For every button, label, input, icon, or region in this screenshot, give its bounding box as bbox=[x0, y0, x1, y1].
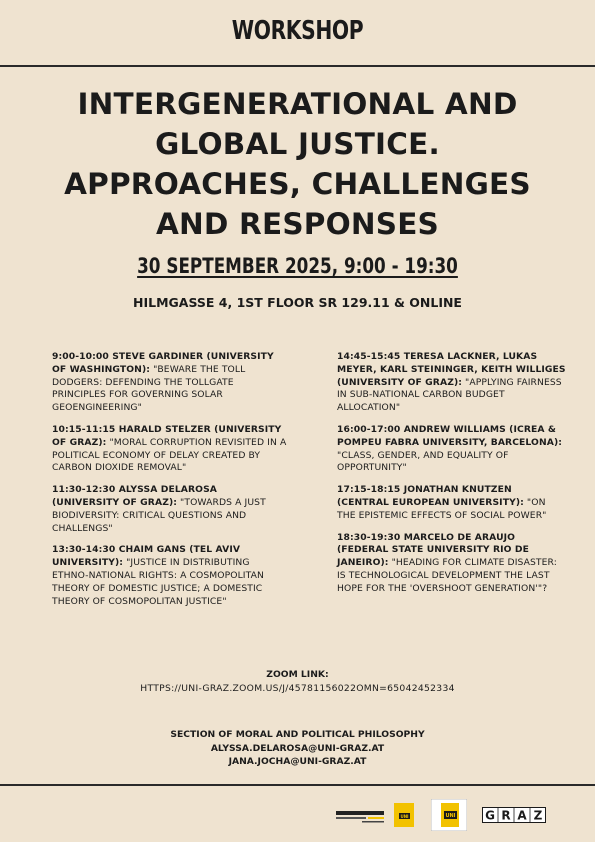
zoom-link[interactable]: HTTPS://UNI-GRAZ.ZOOM.US/J/45781156022OMN=65042452334 bbox=[140, 683, 455, 694]
speaker-info: 11:30-12:30 ALYSSA DELAROSA (UNIVERSITY OF GRAZ): bbox=[52, 484, 217, 508]
svg-text:G: G bbox=[485, 808, 495, 823]
title-line: INTERGENERATIONAL AND bbox=[77, 87, 518, 121]
schedule-right-column bbox=[337, 351, 567, 605]
speaker-info: 13:30-14:30 CHAIM GANS (TEL AVIV UNIVERSITY): bbox=[52, 544, 241, 569]
speaker-info: 18:30-19:30 MARCELO DE ARAUJO (FEDERAL STATE UNIVERSITY RIO DE JANEIRO): bbox=[337, 531, 529, 569]
email-link[interactable]: JANA.JOCHA@UNI-GRAZ.AT bbox=[228, 756, 367, 767]
graz-city-logo bbox=[482, 807, 546, 823]
talk-title: "APPLYING FAIRNESS IN SUB-NATIONAL CARBON BUDGET ALLOCATION" bbox=[337, 376, 562, 414]
schedule-entry bbox=[52, 424, 287, 475]
schedule-entry bbox=[337, 484, 567, 522]
schedule-entry bbox=[52, 544, 287, 608]
schedule-entry bbox=[337, 532, 567, 596]
speaker-info: 10:15-11:15 HARALD STELZER (UNIVERSITY OF GRAZ): bbox=[52, 423, 282, 448]
zoom-section bbox=[0, 668, 595, 696]
zoom-label: ZOOM LINK: bbox=[266, 669, 329, 680]
university-of-graz-logo-small bbox=[388, 803, 414, 827]
university-of-graz-logo bbox=[431, 799, 467, 831]
speaker-info: 9:00-10:00 STEVE GARDINER (UNIVERSITY OF WASHINGTON): bbox=[52, 351, 274, 375]
title-line: AND RESPONSES bbox=[155, 207, 440, 241]
talk-title: "HEADING FOR CLIMATE DISASTER: IS TECHNOLOGICAL DEVELOPMENT THE LAST HOPE FOR THE 'OVERSHOOT GENERATION'"? bbox=[337, 557, 557, 594]
top-divider bbox=[0, 65, 595, 67]
talk-title: "CLASS, GENDER, AND EQUALITY OF OPPORTUNITY" bbox=[337, 449, 509, 474]
event-venue: HILMGASSE 4, 1ST FLOOR SR 129.11 & ONLINE bbox=[133, 295, 462, 310]
svg-text:A: A bbox=[517, 808, 527, 823]
schedule-left-column bbox=[52, 351, 287, 617]
event-title bbox=[30, 84, 565, 244]
schedule-entry bbox=[337, 351, 567, 415]
talk-title: "BEWARE THE TOLL DODGERS: DEFENDING THE TOLLGATE PRINCIPLES FOR GOVERNING SOLAR GEOENGINEERING" bbox=[52, 363, 246, 414]
talk-title: "JUSTICE IN DISTRIBUTING ETHNO-NATIONAL RIGHTS: A COSMOPOLITAN THEORY OF DOMESTIC JUSTICE; A DOMESTIC THEORY OF COSMOPOLITAN JUSTICE" bbox=[52, 557, 264, 607]
schedule-entry bbox=[52, 484, 287, 535]
schedule-entry bbox=[52, 351, 287, 415]
section-name: SECTION OF MORAL AND POLITICAL PHILOSOPHY bbox=[170, 729, 425, 740]
svg-text:Z: Z bbox=[533, 808, 543, 823]
email-link[interactable]: ALYSSA.DELAROSA@UNI-GRAZ.AT bbox=[210, 742, 385, 754]
climate-change-centre-logo bbox=[336, 808, 384, 824]
talk-title: "MORAL CORRUPTION REVISITED IN A POLITICAL ECONOMY OF DELAY CREATED BY CARBON DIOXIDE REMOVAL" bbox=[52, 436, 287, 474]
event-date-text: 30 SEPTEMBER 2025, 9:00 - 19:30 bbox=[137, 254, 458, 278]
svg-text:R: R bbox=[501, 808, 511, 823]
workshop-label: WORKSHOP bbox=[231, 16, 364, 46]
title-line: GLOBAL JUSTICE. bbox=[155, 127, 440, 161]
svg-text:UNI: UNI bbox=[400, 814, 409, 819]
event-date bbox=[60, 254, 536, 278]
talk-title: "TOWARDS A JUST BIODIVERSITY: CRITICAL QUESTIONS AND CHALLENGS" bbox=[52, 496, 266, 534]
speaker-info: 16:00-17:00 ANDREW WILLIAMS (ICREA & POMPEU FABRA UNIVERSITY, BARCELONA): bbox=[337, 423, 563, 448]
svg-text:UNI: UNI bbox=[445, 813, 456, 819]
contact-section bbox=[0, 728, 595, 769]
speaker-info: 17:15-18:15 JONATHAN KNUTZEN (CENTRAL EUROPEAN UNIVERSITY): bbox=[337, 484, 524, 508]
talk-title: "ON THE EPISTEMIC EFFECTS OF SOCIAL POWER" bbox=[337, 496, 547, 521]
speaker-info: 14:45-15:45 TERESA LACKNER, LUKAS MEYER, KARL STEININGER, KEITH WILLIGES (UNIVERSITY OF GRAZ): bbox=[337, 351, 566, 388]
bottom-divider bbox=[0, 784, 595, 786]
schedule-entry bbox=[337, 424, 567, 475]
title-line: APPROACHES, CHALLENGES bbox=[64, 167, 531, 201]
